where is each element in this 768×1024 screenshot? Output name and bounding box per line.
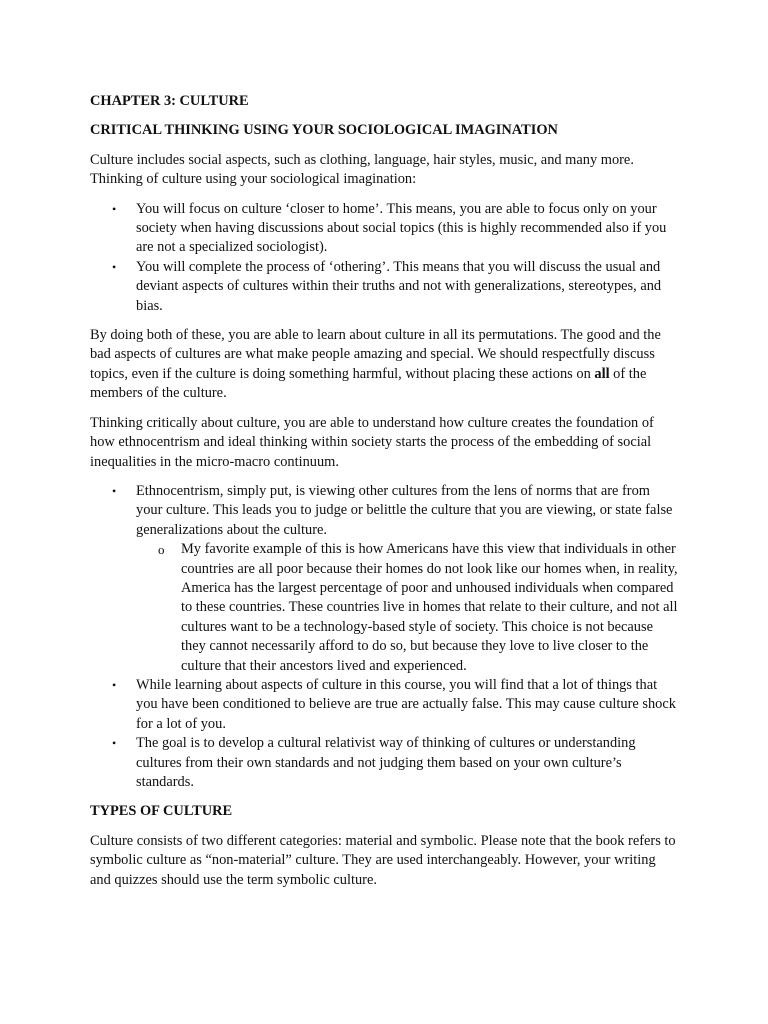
list-item-text: My favorite example of this is how Americans have this view that individuals in other countries are all poor because their homes do not look like our homes when, in reality, America has the largest percentage of poor and unhoused individuals when compared to these countries. These countries live in homes that relate to their culture, and not all cultures want to be a technology-based style of society. This choice is not because they cannot necessarily afford to do so, but because they love to live closer to the culture that their ancestors lived and experienced. <box>181 541 678 674</box>
permutations-paragraph <box>90 326 678 404</box>
critical-thinking-heading: CRITICAL THINKING USING YOUR SOCIOLOGICAL IMAGINATION <box>90 122 558 139</box>
list-item <box>90 258 678 316</box>
chapter-heading: CHAPTER 3: CULTURE <box>90 93 249 109</box>
intro-paragraph: Culture includes social aspects, such as clothing, language, hair styles, music, and many more. Thinking of culture using your sociological imagination: <box>90 151 634 188</box>
list-item-text: You will complete the process of ‘othering’. This means that you will discuss the usual and deviant aspects of cultures within their truths and not with generalizations, stereotypes, and bias. <box>136 258 662 314</box>
bullet-icon: • <box>112 677 117 692</box>
list-item <box>90 200 678 258</box>
list-item <box>90 482 678 676</box>
sub-bullet-icon: o <box>158 542 165 558</box>
list-item <box>136 540 678 676</box>
list-item-text: Ethnocentrism, simply put, is viewing other cultures from the lens of norms that are from your culture. This leads you to judge or belittle the culture that you are viewing, or state false generalizations about the culture. <box>136 482 673 538</box>
ethnocentrism-bullet-list <box>90 482 678 793</box>
types-paragraph: Culture consists of two different categories: material and symbolic. Please note that the book refers to symbolic culture as “non-material” culture. They are used interchangeably. However, your writing and quizzes should use the term symbolic culture. <box>90 832 676 888</box>
bullet-icon: • <box>112 736 117 751</box>
list-item <box>90 734 678 792</box>
bullet-icon: • <box>112 259 117 274</box>
list-item-text: You will focus on culture ‘closer to home’. This means, you are able to focus only on your society when having discussions about social topics (this is highly recommended also if you are not a specialized sociologist). <box>136 200 667 256</box>
imagination-bullet-list <box>90 200 678 316</box>
paragraph-text: By doing both of these, you are able to learn about culture in all its permutations. The good and the bad aspects of cultures are what make people amazing and special. We should respectfully discuss topics, even if the culture is doing something harmful, without placing these actions on <box>90 327 661 382</box>
bullet-icon: • <box>112 201 117 216</box>
sub-bullet-list <box>136 540 678 676</box>
emphasis-all: all <box>594 365 610 382</box>
paragraph-text: of the members of the culture. <box>90 365 647 402</box>
critical-thinking-paragraph: Thinking critically about culture, you are able to understand how culture creates the foundation of how ethnocentrism and ideal thinking within society starts the process of the embedding of social inequalities in the micro-macro continuum. <box>90 414 654 470</box>
list-item-text: The goal is to develop a cultural relativist way of thinking of cultures or understanding cultures from their own standards and not judging them based on your own culture’s standards. <box>136 735 636 790</box>
list-item <box>90 676 678 734</box>
bullet-icon: • <box>112 483 117 498</box>
types-of-culture-heading: TYPES OF CULTURE <box>90 803 233 820</box>
list-item-text: While learning about aspects of culture in this course, you will find that a lot of things that you have been conditioned to believe are true are actually false. This may cause culture shock for a lot of you. <box>136 676 676 732</box>
